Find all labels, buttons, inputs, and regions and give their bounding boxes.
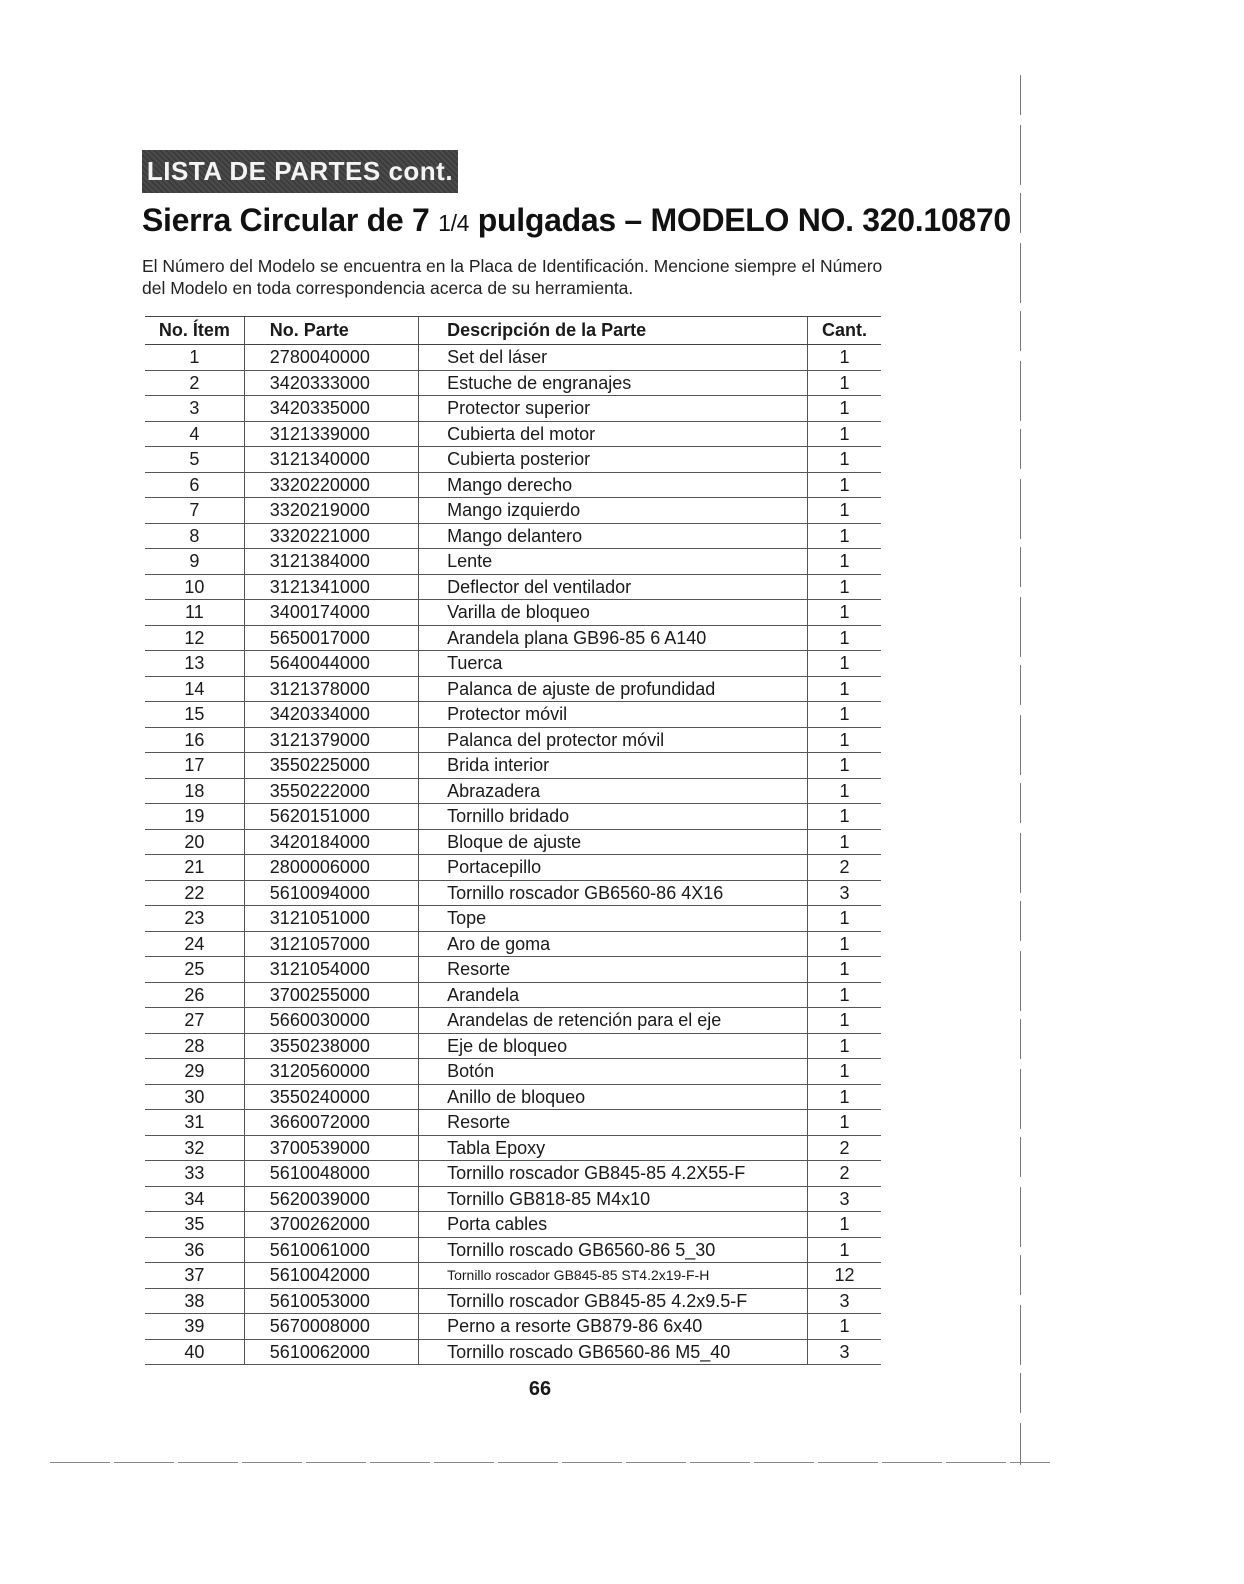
description-cell: Tope bbox=[419, 906, 808, 932]
part-no-cell: 3121378000 bbox=[244, 676, 418, 702]
quantity-cell: 1 bbox=[807, 702, 881, 728]
part-no-cell: 3320221000 bbox=[244, 523, 418, 549]
item-no-cell: 37 bbox=[145, 1263, 244, 1289]
parts-table bbox=[145, 316, 881, 1365]
quantity-cell: 1 bbox=[807, 447, 881, 473]
table-row bbox=[145, 1288, 881, 1314]
description-cell: Estuche de engranajes bbox=[419, 370, 808, 396]
item-no-cell: 23 bbox=[145, 906, 244, 932]
table-row bbox=[145, 1110, 881, 1136]
part-no-cell: 5610042000 bbox=[244, 1263, 418, 1289]
part-no-cell: 5620151000 bbox=[244, 804, 418, 830]
title-prefix: Sierra Circular de 7 bbox=[142, 202, 439, 238]
table-row bbox=[145, 1033, 881, 1059]
description-cell: Tornillo roscador GB845-85 4.2X55-F bbox=[419, 1161, 808, 1187]
item-no-cell: 3 bbox=[145, 396, 244, 422]
table-row bbox=[145, 447, 881, 473]
part-no-cell: 3320220000 bbox=[244, 472, 418, 498]
item-no-cell: 19 bbox=[145, 804, 244, 830]
description-cell: Arandela bbox=[419, 982, 808, 1008]
description-cell: Tuerca bbox=[419, 651, 808, 677]
item-no-cell: 11 bbox=[145, 600, 244, 626]
title-suffix: pulgadas – MODELO NO. 320.10870 bbox=[469, 202, 1011, 238]
parts-table-body bbox=[145, 345, 881, 1365]
part-no-cell: 5620039000 bbox=[244, 1186, 418, 1212]
table-row bbox=[145, 1263, 881, 1289]
item-no-cell: 1 bbox=[145, 345, 244, 371]
quantity-cell: 2 bbox=[807, 1135, 881, 1161]
quantity-cell: 1 bbox=[807, 600, 881, 626]
part-no-cell: 3420333000 bbox=[244, 370, 418, 396]
description-cell: Mango delantero bbox=[419, 523, 808, 549]
table-row bbox=[145, 421, 881, 447]
table-row bbox=[145, 370, 881, 396]
description-cell: Tornillo roscador GB6560-86 4X16 bbox=[419, 880, 808, 906]
table-row bbox=[145, 1339, 881, 1365]
quantity-cell: 3 bbox=[807, 1339, 881, 1365]
description-cell: Anillo de bloqueo bbox=[419, 1084, 808, 1110]
description-cell: Arandelas de retención para el eje bbox=[419, 1008, 808, 1034]
part-no-cell: 3121051000 bbox=[244, 906, 418, 932]
quantity-cell: 2 bbox=[807, 855, 881, 881]
table-row bbox=[145, 906, 881, 932]
description-cell: Porta cables bbox=[419, 1212, 808, 1238]
item-no-cell: 33 bbox=[145, 1161, 244, 1187]
quantity-cell: 1 bbox=[807, 804, 881, 830]
part-no-cell: 5610094000 bbox=[244, 880, 418, 906]
part-no-cell: 3121339000 bbox=[244, 421, 418, 447]
part-no-cell: 3121057000 bbox=[244, 931, 418, 957]
page-number: 66 bbox=[528, 1378, 552, 1400]
item-no-cell: 13 bbox=[145, 651, 244, 677]
table-row bbox=[145, 1161, 881, 1187]
table-row bbox=[145, 472, 881, 498]
item-no-cell: 31 bbox=[145, 1110, 244, 1136]
item-no-cell: 27 bbox=[145, 1008, 244, 1034]
item-no-cell: 40 bbox=[145, 1339, 244, 1365]
header-description: Descripción de la Parte bbox=[419, 317, 808, 345]
part-no-cell: 3121340000 bbox=[244, 447, 418, 473]
table-row bbox=[145, 727, 881, 753]
item-no-cell: 35 bbox=[145, 1212, 244, 1238]
description-cell: Deflector del ventilador bbox=[419, 574, 808, 600]
item-no-cell: 6 bbox=[145, 472, 244, 498]
table-row bbox=[145, 1237, 881, 1263]
part-no-cell: 3700539000 bbox=[244, 1135, 418, 1161]
header-item-no: No. Ítem bbox=[145, 317, 244, 345]
table-row bbox=[145, 1084, 881, 1110]
item-no-cell: 16 bbox=[145, 727, 244, 753]
quantity-cell: 1 bbox=[807, 549, 881, 575]
item-no-cell: 21 bbox=[145, 855, 244, 881]
description-cell: Tornillo GB818-85 M4x10 bbox=[419, 1186, 808, 1212]
item-no-cell: 4 bbox=[145, 421, 244, 447]
table-row bbox=[145, 855, 881, 881]
description-cell: Palanca del protector móvil bbox=[419, 727, 808, 753]
part-no-cell: 5610048000 bbox=[244, 1161, 418, 1187]
description-cell: Palanca de ajuste de profundidad bbox=[419, 676, 808, 702]
quantity-cell: 1 bbox=[807, 1084, 881, 1110]
table-row bbox=[145, 1186, 881, 1212]
description-cell: Tornillo bridado bbox=[419, 804, 808, 830]
part-no-cell: 3550225000 bbox=[244, 753, 418, 779]
description-cell: Lente bbox=[419, 549, 808, 575]
description-cell: Set del láser bbox=[419, 345, 808, 371]
part-no-cell: 5670008000 bbox=[244, 1314, 418, 1340]
table-row bbox=[145, 804, 881, 830]
table-row bbox=[145, 880, 881, 906]
quantity-cell: 3 bbox=[807, 1288, 881, 1314]
item-no-cell: 29 bbox=[145, 1059, 244, 1085]
item-no-cell: 28 bbox=[145, 1033, 244, 1059]
part-no-cell: 5650017000 bbox=[244, 625, 418, 651]
part-no-cell: 5610061000 bbox=[244, 1237, 418, 1263]
item-no-cell: 12 bbox=[145, 625, 244, 651]
quantity-cell: 1 bbox=[807, 676, 881, 702]
item-no-cell: 9 bbox=[145, 549, 244, 575]
table-row bbox=[145, 1059, 881, 1085]
table-row bbox=[145, 625, 881, 651]
table-header-row bbox=[145, 317, 881, 345]
header-part-no: No. Parte bbox=[244, 317, 418, 345]
item-no-cell: 34 bbox=[145, 1186, 244, 1212]
part-no-cell: 3420335000 bbox=[244, 396, 418, 422]
item-no-cell: 24 bbox=[145, 931, 244, 957]
part-no-cell: 5610053000 bbox=[244, 1288, 418, 1314]
item-no-cell: 8 bbox=[145, 523, 244, 549]
description-cell: Cubierta del motor bbox=[419, 421, 808, 447]
quantity-cell: 1 bbox=[807, 931, 881, 957]
description-cell: Tornillo roscado GB6560-86 M5_40 bbox=[419, 1339, 808, 1365]
table-row bbox=[145, 549, 881, 575]
part-no-cell: 3550240000 bbox=[244, 1084, 418, 1110]
quantity-cell: 1 bbox=[807, 982, 881, 1008]
quantity-cell: 1 bbox=[807, 1008, 881, 1034]
item-no-cell: 10 bbox=[145, 574, 244, 600]
item-no-cell: 25 bbox=[145, 957, 244, 983]
description-cell: Mango derecho bbox=[419, 472, 808, 498]
description-cell: Tornillo roscador GB845-85 ST4.2x19-F-H bbox=[419, 1263, 808, 1289]
quantity-cell: 1 bbox=[807, 1212, 881, 1238]
part-no-cell: 5610062000 bbox=[244, 1339, 418, 1365]
quantity-cell: 1 bbox=[807, 396, 881, 422]
table-row bbox=[145, 1314, 881, 1340]
quantity-cell: 1 bbox=[807, 727, 881, 753]
part-no-cell: 2780040000 bbox=[244, 345, 418, 371]
part-no-cell: 5640044000 bbox=[244, 651, 418, 677]
description-cell: Protector móvil bbox=[419, 702, 808, 728]
quantity-cell: 12 bbox=[807, 1263, 881, 1289]
part-no-cell: 3121341000 bbox=[244, 574, 418, 600]
page-edge-vertical-line bbox=[1020, 75, 1021, 1465]
table-row bbox=[145, 574, 881, 600]
part-no-cell: 3121379000 bbox=[244, 727, 418, 753]
item-no-cell: 39 bbox=[145, 1314, 244, 1340]
page-title bbox=[142, 202, 1011, 239]
part-no-cell: 3550222000 bbox=[244, 778, 418, 804]
item-no-cell: 5 bbox=[145, 447, 244, 473]
item-no-cell: 18 bbox=[145, 778, 244, 804]
table-row bbox=[145, 982, 881, 1008]
part-no-cell: 3121054000 bbox=[244, 957, 418, 983]
quantity-cell: 3 bbox=[807, 880, 881, 906]
description-cell: Perno a resorte GB879-86 6x40 bbox=[419, 1314, 808, 1340]
quantity-cell: 1 bbox=[807, 625, 881, 651]
table-row bbox=[145, 523, 881, 549]
description-cell: Brida interior bbox=[419, 753, 808, 779]
description-cell: Portacepillo bbox=[419, 855, 808, 881]
part-no-cell: 3420334000 bbox=[244, 702, 418, 728]
table-row bbox=[145, 829, 881, 855]
quantity-cell: 1 bbox=[807, 498, 881, 524]
item-no-cell: 36 bbox=[145, 1237, 244, 1263]
quantity-cell: 1 bbox=[807, 1314, 881, 1340]
table-row bbox=[145, 1008, 881, 1034]
part-no-cell: 3420184000 bbox=[244, 829, 418, 855]
table-row bbox=[145, 498, 881, 524]
table-row bbox=[145, 931, 881, 957]
quantity-cell: 1 bbox=[807, 753, 881, 779]
part-no-cell: 3120560000 bbox=[244, 1059, 418, 1085]
item-no-cell: 15 bbox=[145, 702, 244, 728]
item-no-cell: 38 bbox=[145, 1288, 244, 1314]
description-cell: Resorte bbox=[419, 1110, 808, 1136]
quantity-cell: 1 bbox=[807, 651, 881, 677]
item-no-cell: 30 bbox=[145, 1084, 244, 1110]
intro-paragraph: El Número del Modelo se encuentra en la Placa de Identificación. Mencione siempre el Número del Modelo en toda correspondencia acerca de su herramienta. bbox=[142, 256, 883, 298]
item-no-cell: 22 bbox=[145, 880, 244, 906]
quantity-cell: 1 bbox=[807, 523, 881, 549]
quantity-cell: 1 bbox=[807, 472, 881, 498]
item-no-cell: 32 bbox=[145, 1135, 244, 1161]
part-no-cell: 3320219000 bbox=[244, 498, 418, 524]
page-edge-horizontal-line bbox=[50, 1462, 1050, 1463]
part-no-cell: 2800006000 bbox=[244, 855, 418, 881]
description-cell: Resorte bbox=[419, 957, 808, 983]
description-cell: Mango izquierdo bbox=[419, 498, 808, 524]
quantity-cell: 1 bbox=[807, 574, 881, 600]
table-row bbox=[145, 702, 881, 728]
table-row bbox=[145, 1212, 881, 1238]
part-no-cell: 3400174000 bbox=[244, 600, 418, 626]
part-no-cell: 3660072000 bbox=[244, 1110, 418, 1136]
item-no-cell: 2 bbox=[145, 370, 244, 396]
item-no-cell: 7 bbox=[145, 498, 244, 524]
description-cell: Botón bbox=[419, 1059, 808, 1085]
item-no-cell: 20 bbox=[145, 829, 244, 855]
table-row bbox=[145, 396, 881, 422]
item-no-cell: 26 bbox=[145, 982, 244, 1008]
table-row bbox=[145, 753, 881, 779]
part-no-cell: 3700262000 bbox=[244, 1212, 418, 1238]
description-cell: Tabla Epoxy bbox=[419, 1135, 808, 1161]
table-row bbox=[145, 600, 881, 626]
item-no-cell: 14 bbox=[145, 676, 244, 702]
description-cell: Aro de goma bbox=[419, 931, 808, 957]
description-cell: Protector superior bbox=[419, 396, 808, 422]
quantity-cell: 1 bbox=[807, 1033, 881, 1059]
quantity-cell: 1 bbox=[807, 1237, 881, 1263]
table-row bbox=[145, 778, 881, 804]
part-no-cell: 3700255000 bbox=[244, 982, 418, 1008]
table-row bbox=[145, 676, 881, 702]
quantity-cell: 3 bbox=[807, 1186, 881, 1212]
table-row bbox=[145, 957, 881, 983]
quantity-cell: 1 bbox=[807, 906, 881, 932]
quantity-cell: 1 bbox=[807, 421, 881, 447]
quantity-cell: 1 bbox=[807, 370, 881, 396]
table-row bbox=[145, 651, 881, 677]
item-no-cell: 17 bbox=[145, 753, 244, 779]
header-quantity: Cant. bbox=[807, 317, 881, 345]
description-cell: Abrazadera bbox=[419, 778, 808, 804]
section-banner: LISTA DE PARTES cont. bbox=[142, 150, 458, 193]
description-cell: Tornillo roscado GB6560-86 5_30 bbox=[419, 1237, 808, 1263]
description-cell: Bloque de ajuste bbox=[419, 829, 808, 855]
quantity-cell: 1 bbox=[807, 829, 881, 855]
part-no-cell: 5660030000 bbox=[244, 1008, 418, 1034]
description-cell: Arandela plana GB96-85 6 A140 bbox=[419, 625, 808, 651]
description-cell: Varilla de bloqueo bbox=[419, 600, 808, 626]
quantity-cell: 1 bbox=[807, 1110, 881, 1136]
description-cell: Cubierta posterior bbox=[419, 447, 808, 473]
title-fraction: 1/4 bbox=[438, 210, 470, 236]
quantity-cell: 1 bbox=[807, 345, 881, 371]
quantity-cell: 1 bbox=[807, 957, 881, 983]
part-no-cell: 3550238000 bbox=[244, 1033, 418, 1059]
table-row bbox=[145, 1135, 881, 1161]
table-row bbox=[145, 345, 881, 371]
quantity-cell: 1 bbox=[807, 1059, 881, 1085]
part-no-cell: 3121384000 bbox=[244, 549, 418, 575]
quantity-cell: 2 bbox=[807, 1161, 881, 1187]
quantity-cell: 1 bbox=[807, 778, 881, 804]
description-cell: Tornillo roscador GB845-85 4.2x9.5-F bbox=[419, 1288, 808, 1314]
description-cell: Eje de bloqueo bbox=[419, 1033, 808, 1059]
